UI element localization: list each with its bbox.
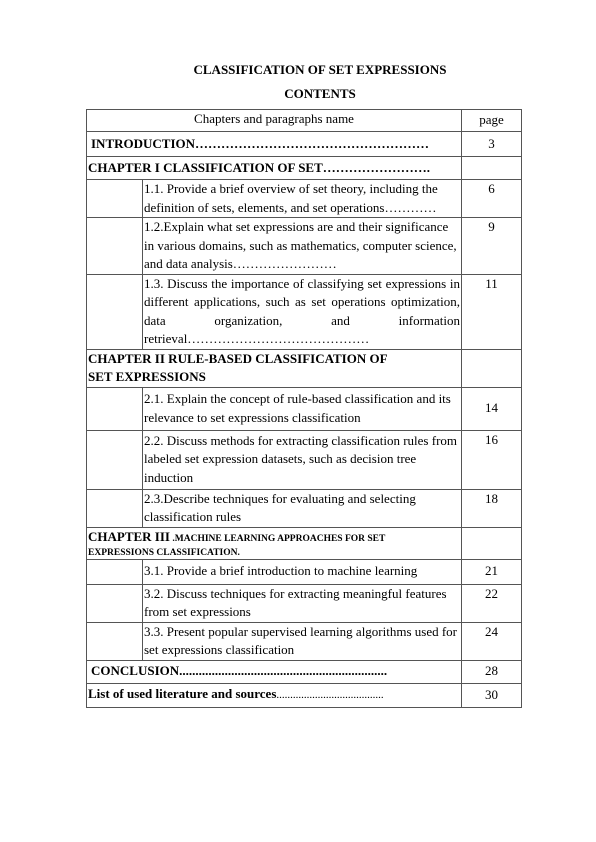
toc-entry-text[interactable] (87, 527, 462, 559)
toc-row-chapter-3[interactable] (87, 527, 522, 559)
toc-page-number: 3 (462, 132, 522, 157)
toc-indent-cell (87, 584, 143, 622)
toc-entry-text[interactable]: 1.2.Explain what set expressions are and their significance in various domains, such as mathematics, computer science, and data analysis…………………… (143, 218, 462, 275)
toc-row-2-3[interactable] (87, 489, 522, 527)
toc-row-1-3[interactable] (87, 274, 522, 349)
toc-entry-text[interactable]: 1.3. Discuss the importance of classifying set expressions in different applications, such as set operations optimization, data organization, and information retrieval…………………………………… (143, 274, 462, 349)
literature-dots: ....................................... (276, 689, 384, 702)
toc-row-literature[interactable] (87, 683, 522, 707)
toc-row-1-2[interactable] (87, 218, 522, 275)
toc-entry-text[interactable]: 3.2. Discuss techniques for extracting meaningful features from set expressions (143, 584, 462, 622)
toc-entry-text[interactable]: CONCLUSION................................................................ (87, 660, 462, 683)
toc-row-1-1[interactable] (87, 180, 522, 218)
toc-entry-text[interactable]: 3.3. Present popular supervised learning algorithms used for set expressions classification (143, 622, 462, 660)
toc-entry-text[interactable]: 3.1. Provide a brief introduction to machine learning (143, 559, 462, 584)
toc-row-2-2[interactable] (87, 430, 522, 489)
toc-page-number: 9 (462, 218, 522, 275)
toc-row-3-3[interactable] (87, 622, 522, 660)
column-header-name: Chapters and paragraphs name (87, 110, 462, 132)
toc-indent-cell (87, 622, 143, 660)
toc-page-number (462, 349, 522, 387)
toc-header-row (87, 110, 522, 132)
toc-indent-cell (87, 559, 143, 584)
toc-entry-text[interactable] (87, 683, 462, 707)
document-title: CLASSIFICATION OF SET EXPRESSIONS (193, 62, 447, 77)
toc-page-number: 21 (462, 559, 522, 584)
toc-indent-cell (87, 180, 143, 218)
literature-label: List of used literature and sources (88, 686, 277, 702)
toc-page-number: 30 (462, 683, 522, 707)
toc-page-number: 14 (462, 387, 522, 430)
table-of-contents (86, 109, 522, 708)
toc-entry-text[interactable]: 2.1. Explain the concept of rule-based classification and its relevance to set expressions classification (143, 387, 462, 430)
toc-entry-text[interactable]: INTRODUCTION……………………………………………… (87, 132, 462, 157)
toc-page-number: 28 (462, 660, 522, 683)
toc-page-number: 24 (462, 622, 522, 660)
toc-page-number (462, 527, 522, 559)
column-header-page: page (462, 110, 522, 132)
chapter-3-label: CHAPTER III (88, 528, 170, 544)
toc-page-number: 11 (462, 274, 522, 349)
toc-row-3-1[interactable] (87, 559, 522, 584)
toc-indent-cell (87, 218, 143, 275)
toc-page-number: 6 (462, 180, 522, 218)
toc-page-number: 18 (462, 489, 522, 527)
toc-row-2-1[interactable] (87, 387, 522, 430)
toc-indent-cell (87, 387, 143, 430)
toc-page-number: 16 (462, 430, 522, 489)
toc-entry-text[interactable]: 2.2. Discuss methods for extracting classification rules from labeled set expression datasets, such as decision tree induction (143, 430, 462, 489)
toc-row-chapter-2[interactable] (87, 349, 522, 387)
toc-indent-cell (87, 430, 143, 489)
toc-indent-cell (87, 274, 143, 349)
toc-page-number: 22 (462, 584, 522, 622)
toc-entry-text[interactable]: CHAPTER II RULE-BASED CLASSIFICATION OF SET EXPRESSIONS (87, 349, 462, 387)
toc-entry-text[interactable]: 1.1. Provide a brief overview of set theory, including the definition of sets, elements, and set operations………… (143, 180, 462, 218)
toc-entry-text[interactable]: 2.3.Describe techniques for evaluating and selecting classification rules (143, 489, 462, 527)
toc-row-introduction[interactable] (87, 132, 522, 157)
toc-indent-cell (87, 489, 143, 527)
contents-heading: CONTENTS (284, 86, 356, 101)
toc-entry-text[interactable]: CHAPTER I CLASSIFICATION OF SET……………………. (87, 157, 462, 180)
toc-row-chapter-1[interactable] (87, 157, 522, 180)
toc-row-conclusion[interactable] (87, 660, 522, 683)
toc-page-number (462, 157, 522, 180)
toc-row-3-2[interactable] (87, 584, 522, 622)
chapter-3-title: .MACHINE LEARNING APPROACHES FOR SET EXPRESSIONS CLASSIFICATION. (88, 533, 386, 558)
